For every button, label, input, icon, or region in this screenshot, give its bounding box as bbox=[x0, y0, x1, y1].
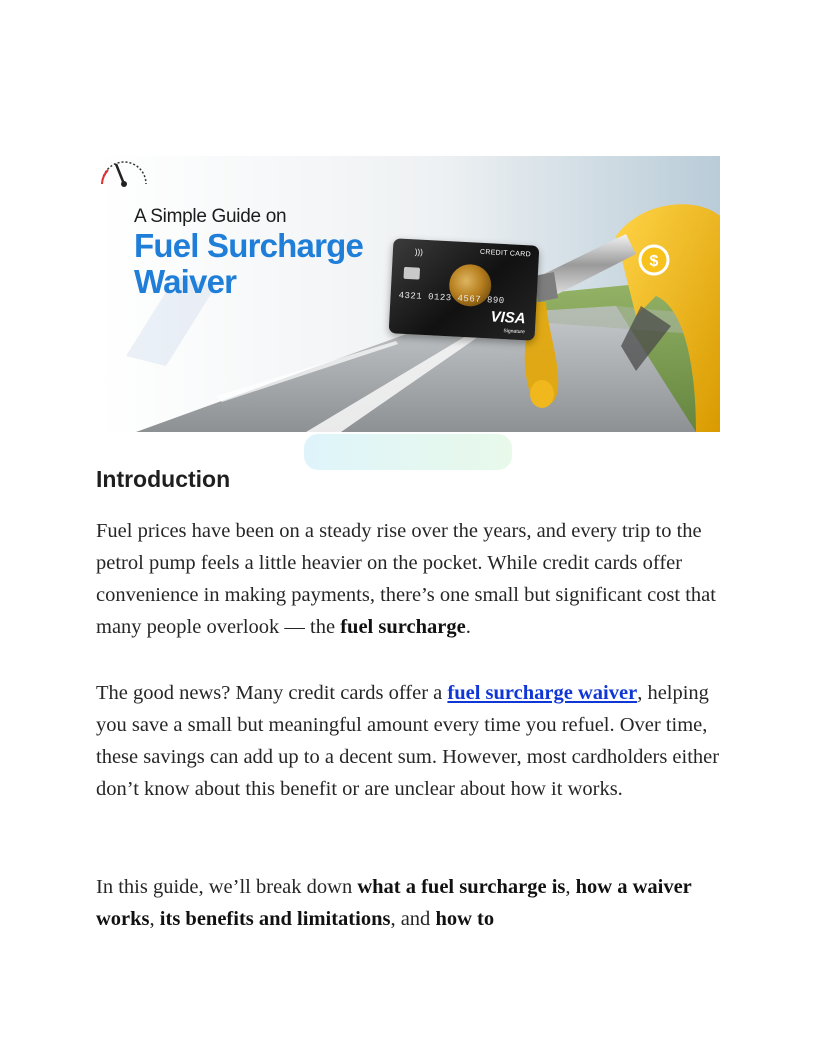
card-label: CREDIT CARD bbox=[479, 248, 532, 259]
intro-paragraph-1 bbox=[96, 515, 726, 643]
banner-title-block bbox=[134, 206, 363, 300]
credit-card-image bbox=[389, 238, 540, 341]
intro-paragraph-3 bbox=[96, 871, 726, 935]
paragraph-text: , bbox=[149, 908, 160, 930]
bold-phrase: fuel surcharge bbox=[340, 616, 466, 638]
section-heading: Introduction bbox=[96, 466, 231, 492]
banner-title-line-1: Fuel Surcharge bbox=[134, 227, 364, 264]
hero-banner-image bbox=[96, 156, 720, 432]
paragraph-text: Fuel prices have been on a steady rise over the years, and every trip to the petrol pump feels a little heavier on the pocket. While credit cards offer convenience in making payments, there’s one small but significant cost that many people overlook — the bbox=[96, 520, 716, 638]
bold-phrase: how to bbox=[435, 908, 495, 930]
bold-phrase: how a waiver works bbox=[96, 876, 692, 930]
card-number: 4321 0123 4567 890 bbox=[398, 290, 505, 307]
paragraph-text: The good news? Many credit cards offer a bbox=[96, 682, 448, 704]
watermark-graphic bbox=[304, 434, 512, 470]
paragraph-text: , helping you save a small but meaningful amount every time you refuel. Over time, these savings can add up to a decent sum. However, most cardholders either don’t know about this benefit or are unclear about how it works. bbox=[96, 682, 720, 800]
fuel-surcharge-waiver-link[interactable]: fuel surcharge waiver bbox=[447, 682, 638, 704]
paragraph-text: . bbox=[465, 616, 471, 638]
paragraph-text: , and bbox=[390, 908, 436, 930]
contactless-icon: ))) bbox=[414, 247, 424, 257]
speedometer-icon bbox=[96, 156, 152, 190]
bold-phrase: its benefits and limitations bbox=[159, 908, 391, 930]
nozzle-dollar-icon: $ bbox=[649, 253, 659, 270]
paragraph-text: In this guide, we’ll break down bbox=[96, 876, 358, 898]
intro-paragraph-2 bbox=[96, 677, 726, 805]
card-chip-icon bbox=[403, 267, 420, 280]
card-tier: Signature bbox=[503, 328, 526, 336]
card-brand-logo: VISA bbox=[490, 308, 526, 328]
paragraph-text: , bbox=[565, 876, 576, 898]
bold-phrase: what a fuel surcharge is bbox=[357, 876, 566, 898]
banner-title-line-2: Waiver bbox=[134, 263, 237, 300]
banner-guide-line: A Simple Guide on bbox=[134, 206, 287, 227]
